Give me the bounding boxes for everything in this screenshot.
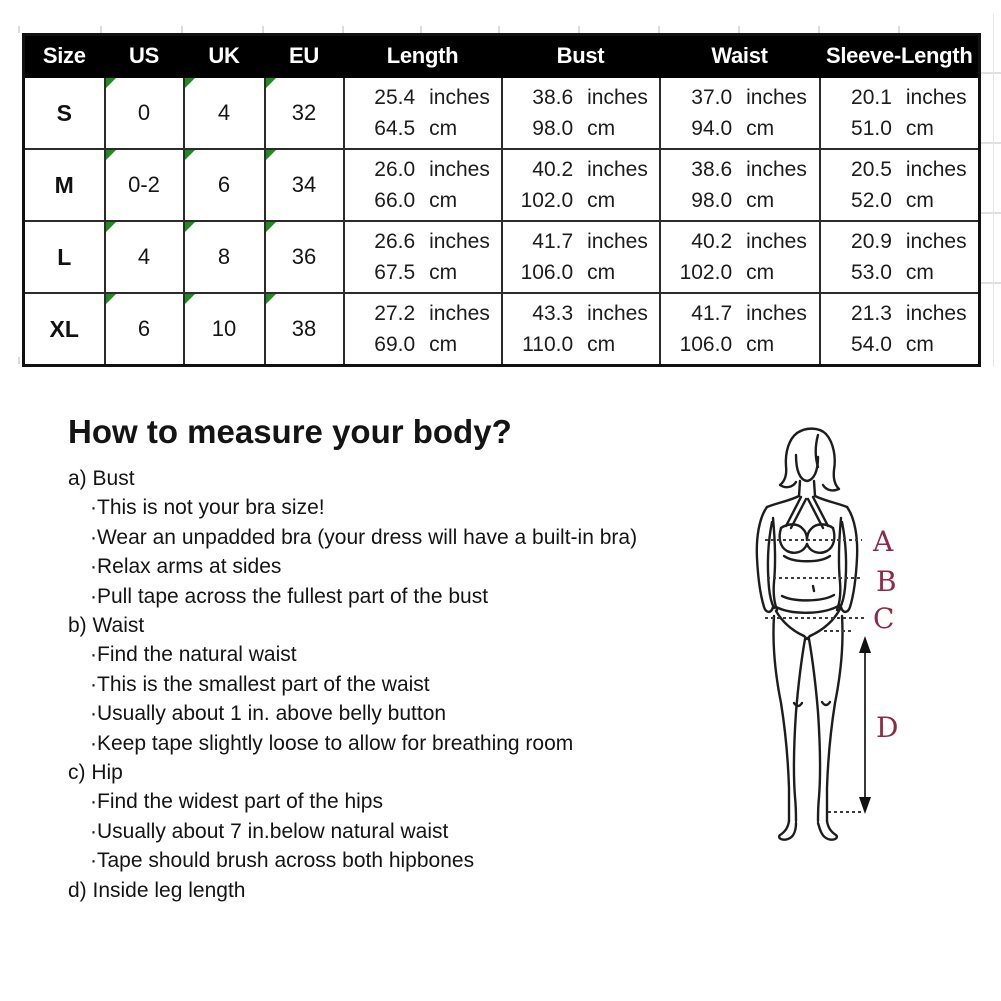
measurement-value: 27.2 [374,301,416,325]
bust-cell [502,149,660,221]
measurement-value: 110.0 [522,332,574,356]
measurement-value: 102.0 [679,260,733,284]
guide-tip: ·Pull tape across the fullest part of the bust [90,584,489,608]
unit-label: cm [587,116,616,140]
sleeve-cell [820,221,980,293]
measurement-value: 41.7 [691,301,733,325]
gridline-stub [738,26,740,33]
measurement-value: 54.0 [851,332,892,356]
measurement-value: 20.1 [851,85,892,109]
measurement-value: 106.0 [679,332,733,356]
col-header-waist: Waist [660,35,820,78]
bust-cell [502,293,660,366]
col-header-uk: UK [184,35,265,78]
unit-label: inches [905,301,967,325]
unit-label: inches [587,85,648,109]
unit-label: inches [746,301,807,325]
bust-cell [502,77,660,149]
col-header-eu: EU [265,35,344,78]
unit-label: inches [429,301,490,325]
gridline-stub [658,26,660,33]
size-label: M [24,149,105,221]
figure-outline [757,429,857,840]
bust-label-a: A [873,525,894,558]
guide-tip: ·Wear an unpadded bra (your dress will have a built-in bra) [90,525,638,549]
table-row-m [24,149,980,221]
gridline-stub [993,14,994,366]
guide-tip: ·Tape should brush across both hipbones [90,849,475,873]
measurement-value: 98.0 [532,116,574,140]
measurement-value: 38.6 [532,85,574,109]
gridline-stub [100,26,102,33]
col-header-size: Size [24,35,105,78]
guide-section-label-hip: c) Hip [68,761,123,785]
length-cell [344,221,502,293]
unit-label: inches [429,85,490,109]
body-measurement-figure [730,400,1001,1001]
gridline-stub [498,26,500,33]
unit-label: inches [587,229,648,253]
guide-section-label-waist: b) Waist [68,614,145,638]
sleeve-cell [820,77,980,149]
size-chart-table [22,33,981,367]
unit-label: inches [429,157,490,181]
measurement-value: 41.7 [532,229,574,253]
gridline-stub [18,357,20,364]
unit-label: cm [746,116,775,140]
unit-label: cm [905,332,934,356]
measurement-value: 69.0 [374,332,416,356]
measurement-value: 98.0 [691,188,733,212]
inseam-arrow [859,636,871,814]
measurement-value: 26.6 [374,229,416,253]
uk-size: 10 [184,293,265,366]
unit-label: inches [905,229,967,253]
us-size: 6 [105,293,184,366]
us-size: 0-2 [105,149,184,221]
measurement-value: 38.6 [691,157,733,181]
unit-label: cm [746,332,775,356]
unit-label: cm [746,260,775,284]
us-size: 4 [105,221,184,293]
measurement-value: 64.5 [374,116,416,140]
unit-label: inches [429,229,490,253]
unit-label: cm [587,188,616,212]
table-row-xl [24,293,980,366]
sleeve-cell [820,293,980,366]
table-row-s [24,77,980,149]
waist-label-b: B [876,565,897,598]
eu-size: 34 [265,149,344,221]
col-header-bust: Bust [502,35,660,78]
unit-label: inches [587,301,648,325]
measurement-value: 40.2 [532,157,574,181]
waist-cell [660,293,820,366]
col-header-length: Length [344,35,502,78]
gridline-stub [181,26,183,33]
measurement-value: 52.0 [851,188,892,212]
eu-size: 36 [265,221,344,293]
gridline-stub [979,282,1001,284]
uk-size: 4 [184,77,265,149]
gridline-stub [898,26,900,33]
measurement-value: 66.0 [374,188,416,212]
unit-label: cm [587,332,616,356]
unit-label: inches [746,157,807,181]
guide-tip: ·Relax arms at sides [90,555,282,579]
unit-label: cm [587,260,616,284]
gridline-stub [420,26,422,33]
unit-label: cm [746,188,775,212]
measurement-value: 26.0 [374,157,416,181]
header-row [24,35,980,78]
eu-size: 38 [265,293,344,366]
measurement-value: 40.2 [691,229,733,253]
measurement-value: 106.0 [520,260,574,284]
waist-cell [660,221,820,293]
measurement-value: 67.5 [374,260,416,284]
gridline-stub [578,26,580,33]
guide-section-label-bust: a) Bust [68,467,135,490]
measurement-value: 53.0 [851,260,892,284]
unit-label: inches [905,157,967,181]
guide-section-label-inside-leg: d) Inside leg length [68,878,246,902]
size-label: XL [24,293,105,366]
us-size: 0 [105,77,184,149]
length-cell [344,149,502,221]
unit-label: inches [905,85,967,109]
length-cell [344,77,502,149]
unit-label: inches [746,229,807,253]
unit-label: cm [905,188,934,212]
bust-cell [502,221,660,293]
guide-tip: ·This is the smallest part of the waist [90,672,430,696]
measurement-value: 37.0 [691,85,733,109]
guide-title: How to measure your body? [68,413,512,450]
size-label: L [24,221,105,293]
measurement-value: 20.5 [851,157,892,181]
unit-label: cm [429,116,458,140]
gridline-stub [18,26,20,33]
gridline-stub [342,26,344,33]
guide-tip: ·Usually about 1 in. above belly button [90,702,447,726]
uk-size: 8 [184,221,265,293]
col-header-sleeve-length: Sleeve-Length [820,35,980,78]
measurement-value: 43.3 [532,301,574,325]
measurement-value: 51.0 [851,116,892,140]
table-row-l [24,221,980,293]
unit-label: inches [587,157,648,181]
gridline-stub [818,26,820,33]
guide-tip: ·Usually about 7 in.below natural waist [90,819,449,843]
waist-cell [660,77,820,149]
measurement-value: 21.3 [851,301,892,325]
gridline-stub [262,26,264,33]
measurement-value: 102.0 [520,188,574,212]
unit-label: cm [905,260,934,284]
unit-label: cm [429,332,458,356]
guide-tip: ·Keep tape slightly loose to allow for breathing room [90,731,574,755]
unit-label: inches [746,85,807,109]
uk-size: 6 [184,149,265,221]
gridline-stub [979,142,1001,144]
unit-label: cm [905,116,934,140]
measuring-guide [68,414,708,905]
waist-cell [660,149,820,221]
eu-size: 32 [265,77,344,149]
gridline-stub [979,72,1001,74]
size-label: S [24,77,105,149]
measurement-value: 20.9 [851,229,892,253]
hip-label-c: C [873,602,895,635]
guide-tip: ·Find the natural waist [90,643,297,667]
length-cell [344,293,502,366]
gridline-stub [979,212,1001,214]
sleeve-cell [820,149,980,221]
inside-leg-label-d: D [876,711,899,744]
measurement-value: 94.0 [691,116,733,140]
guide-tip: ·Find the widest part of the hips [90,790,383,814]
col-header-us: US [105,35,184,78]
guide-tip: ·This is not your bra size! [90,496,325,520]
unit-label: cm [429,260,458,284]
unit-label: cm [429,188,458,212]
measurement-value: 25.4 [374,85,416,109]
